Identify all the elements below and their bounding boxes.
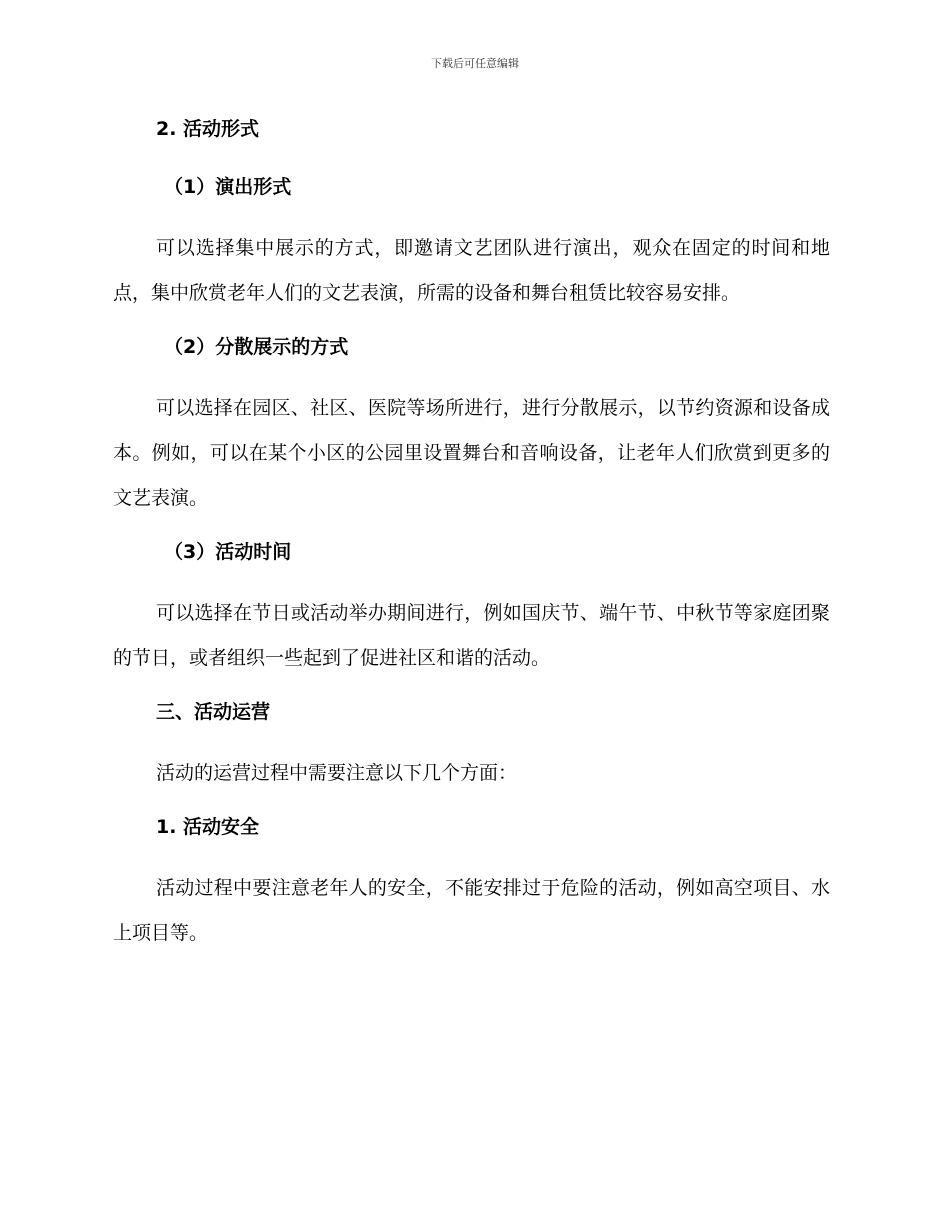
section-heading-activity-operation: 三、活动运营 [156, 701, 271, 723]
document-body [113, 110, 830, 968]
paragraph-distributed-display: 可以选择在园区、社区、医院等场所进行，进行分散展示，以节约资源和设备成本。例如，可以在某个小区的公园里设置舞台和音响设备，让老年人们欣赏到更多的文艺表演。 [113, 397, 830, 509]
paragraph-activity-safety: 活动过程中要注意老年人的安全，不能安排过于危险的活动，例如高空项目、水上项目等。 [113, 877, 830, 944]
paragraph-performance-format: 可以选择集中展示的方式，即邀请文艺团队进行演出，观众在固定的时间和地点，集中欣赏老年人们的文艺表演，所需的设备和舞台租赁比较容易安排。 [113, 237, 830, 304]
paragraph-operation-intro: 活动的运营过程中需要注意以下几个方面： [156, 762, 518, 784]
paragraph-activity-time: 可以选择在节日或活动举办期间进行，例如国庆节、端午节、中秋节等家庭团聚的节日，或者组织一些起到了促进社区和谐的活动。 [113, 602, 830, 669]
subheading-distributed-display: （2）分散展示的方式 [164, 336, 349, 358]
subheading-performance-format: （1）演出形式 [164, 176, 292, 198]
section-heading-activity-safety: 1. 活动安全 [156, 816, 260, 838]
subheading-activity-time: （3）活动时间 [164, 541, 292, 563]
section-heading-activity-format: 2. 活动形式 [156, 118, 260, 140]
header-note: 下载后可任意编辑 [431, 57, 519, 70]
